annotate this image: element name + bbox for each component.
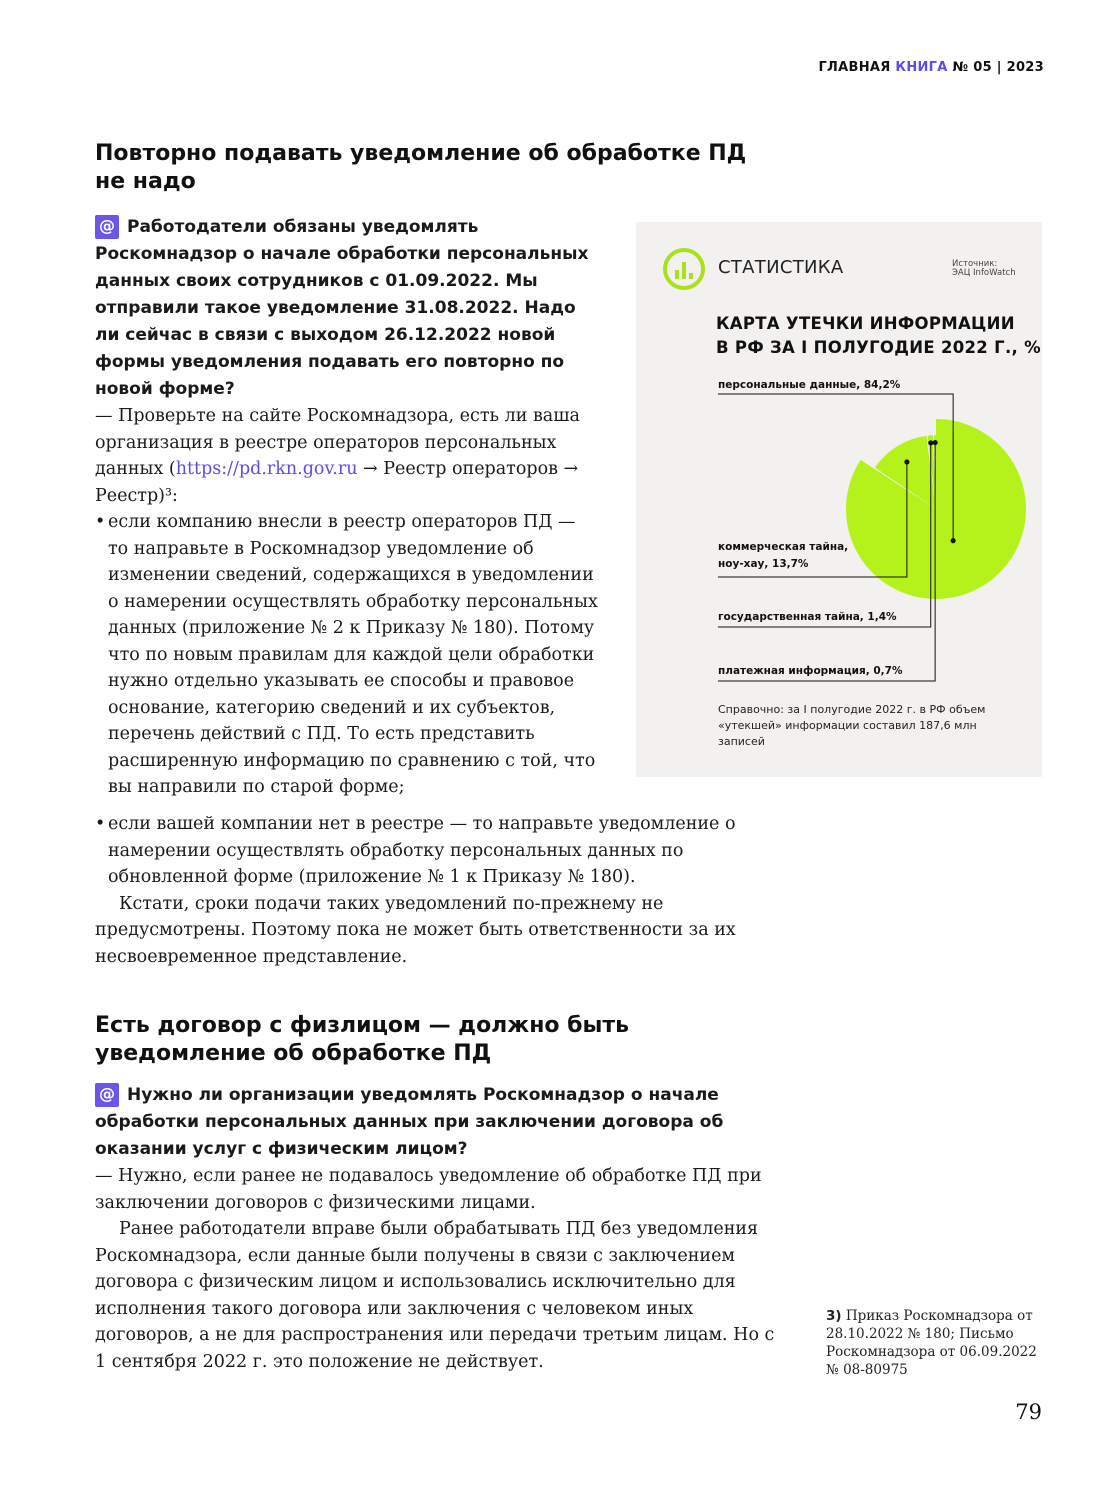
section2-question-text: Нужно ли организации уведомлять Роскомнадзор о начале обработки персональных данных при заключении договора об оказании услуг с физическим лицом?	[95, 1085, 724, 1159]
section2-title-line1: Есть договор с физлицом — должно быть	[95, 1013, 630, 1038]
brand-main: ГЛАВНАЯ	[818, 60, 891, 75]
section2-title	[95, 1012, 629, 1068]
answer-text-after: → Реестр операторов → Реестр)³:	[95, 459, 579, 506]
footnote-number: 3)	[826, 1308, 842, 1324]
section1-question	[95, 214, 600, 403]
publication-header	[818, 60, 1044, 75]
section2-question	[95, 1082, 775, 1163]
section1-body-wide	[95, 811, 775, 970]
chart-label-payment: платежная информация, 0,7%	[718, 665, 903, 677]
chart-label-personal: персональные данные, 84,2%	[718, 379, 901, 391]
statistics-label: СТАТИСТИКА	[718, 257, 844, 278]
rkn-link[interactable]: https://pd.rkn.gov.ru	[175, 459, 358, 479]
answer-text-before: — Проверьте на сайте Роскомнадзора, есть ли ваша организация в реестре операторов персональных данных (	[95, 406, 580, 479]
chart-label-commercial-line1: коммерческая тайна,	[718, 541, 849, 553]
brand-accent: КНИГА	[895, 60, 948, 75]
statistics-panel	[636, 222, 1042, 777]
section2-answer: — Нужно, если ранее не подавалось уведомление об обработке ПД при заключении договоров с физическими лицами.	[95, 1166, 762, 1213]
section1-question-text: Работодатели обязаны уведомлять Роскомнадзор о начале обработки персональных данных своих сотрудников с 01.09.2022. Мы отправили такое уведомление 31.08.2022. Надо ли сейчас в связи с выходом 26.12.2022 новой формы уведомления подавать его повторно по новой форме?	[95, 217, 589, 399]
chart-label-commercial-line2: ноу-хау, 13,7%	[718, 558, 809, 570]
section1-body	[95, 214, 600, 801]
chart-title-line1: КАРТА УТЕЧКИ ИНФОРМАЦИИ	[716, 314, 1015, 333]
statistics-note: Справочно: за I полугодие 2022 г. в РФ объем «утекшей» информации составил 187,6 млн записей	[718, 703, 986, 748]
footnote-text: Приказ Роскомнадзора от 28.10.2022 № 180; Письмо Роскомнадзора от 06.09.2022 № 08-80975	[826, 1308, 1037, 1378]
section1-bullet-1: • если компанию внесли в реестр операторов ПД — то направьте в Роскомнадзор уведомление об изменении сведений, содержащихся в уведомлении о намерении осуществлять обработку персональных данных (приложение № 2 к Приказу № 180). Потому что по новым правилам для каждой цели обработки нужно отдельно указывать ее способы и правовое основание, категорию сведений и их субъектов, перечень действий с ПД. То есть представить расширенную информацию по сравнению с той, что вы направили по старой форме;	[95, 509, 600, 801]
chart-title-line2: В РФ ЗА I ПОЛУГОДИЕ 2022 Г., %	[716, 338, 1041, 357]
section2-paragraph: Ранее работодатели вправе были обрабатывать ПД без уведомления Роскомнадзора, если данные были получены в связи с заключением договора с физическим лицом и использовались исключительно для исполнения такого договора или заключения с человеком иных договоров, а не для распространения или передачи третьим лицам. Но с 1 сентября 2022 г. это положение не действует.	[95, 1219, 775, 1372]
section1-title-line1: Повторно подавать уведомление об обработке ПД	[95, 141, 747, 166]
leader-dot-payment	[933, 440, 938, 445]
source-line2: ЭАЦ InfoWatch	[952, 268, 1016, 278]
section2-title-line2: уведомление об обработке ПД	[95, 1041, 492, 1066]
section1-answer	[95, 403, 600, 509]
chart-label-state: государственная тайна, 1,4%	[718, 611, 897, 623]
leader-dot-commercial	[904, 459, 909, 464]
leak-pie-chart	[636, 222, 1042, 777]
section1-bullet-2: • если вашей компании нет в реестре — то направьте уведомление о намерении осуществлять обработку персональных данных по обновленной форме (приложение № 1 к Приказу № 180).	[95, 811, 775, 891]
section1-title-line2: не надо	[95, 169, 196, 194]
issue-number: № 05 | 2023	[952, 60, 1044, 75]
source-line1: Источник:	[952, 259, 998, 269]
question-at-icon: @	[95, 215, 119, 239]
section1-title	[95, 140, 746, 196]
leader-dot-personal	[951, 538, 956, 543]
page-number: 79	[1015, 1400, 1042, 1424]
section1-note: Кстати, сроки подачи таких уведомлений по-прежнему не предусмотрены. Поэтому пока не может быть ответственности за их несвоевременное представление.	[95, 893, 736, 967]
footnote	[826, 1307, 1046, 1379]
section2-body	[95, 1082, 775, 1375]
question-at-icon: @	[95, 1083, 119, 1107]
